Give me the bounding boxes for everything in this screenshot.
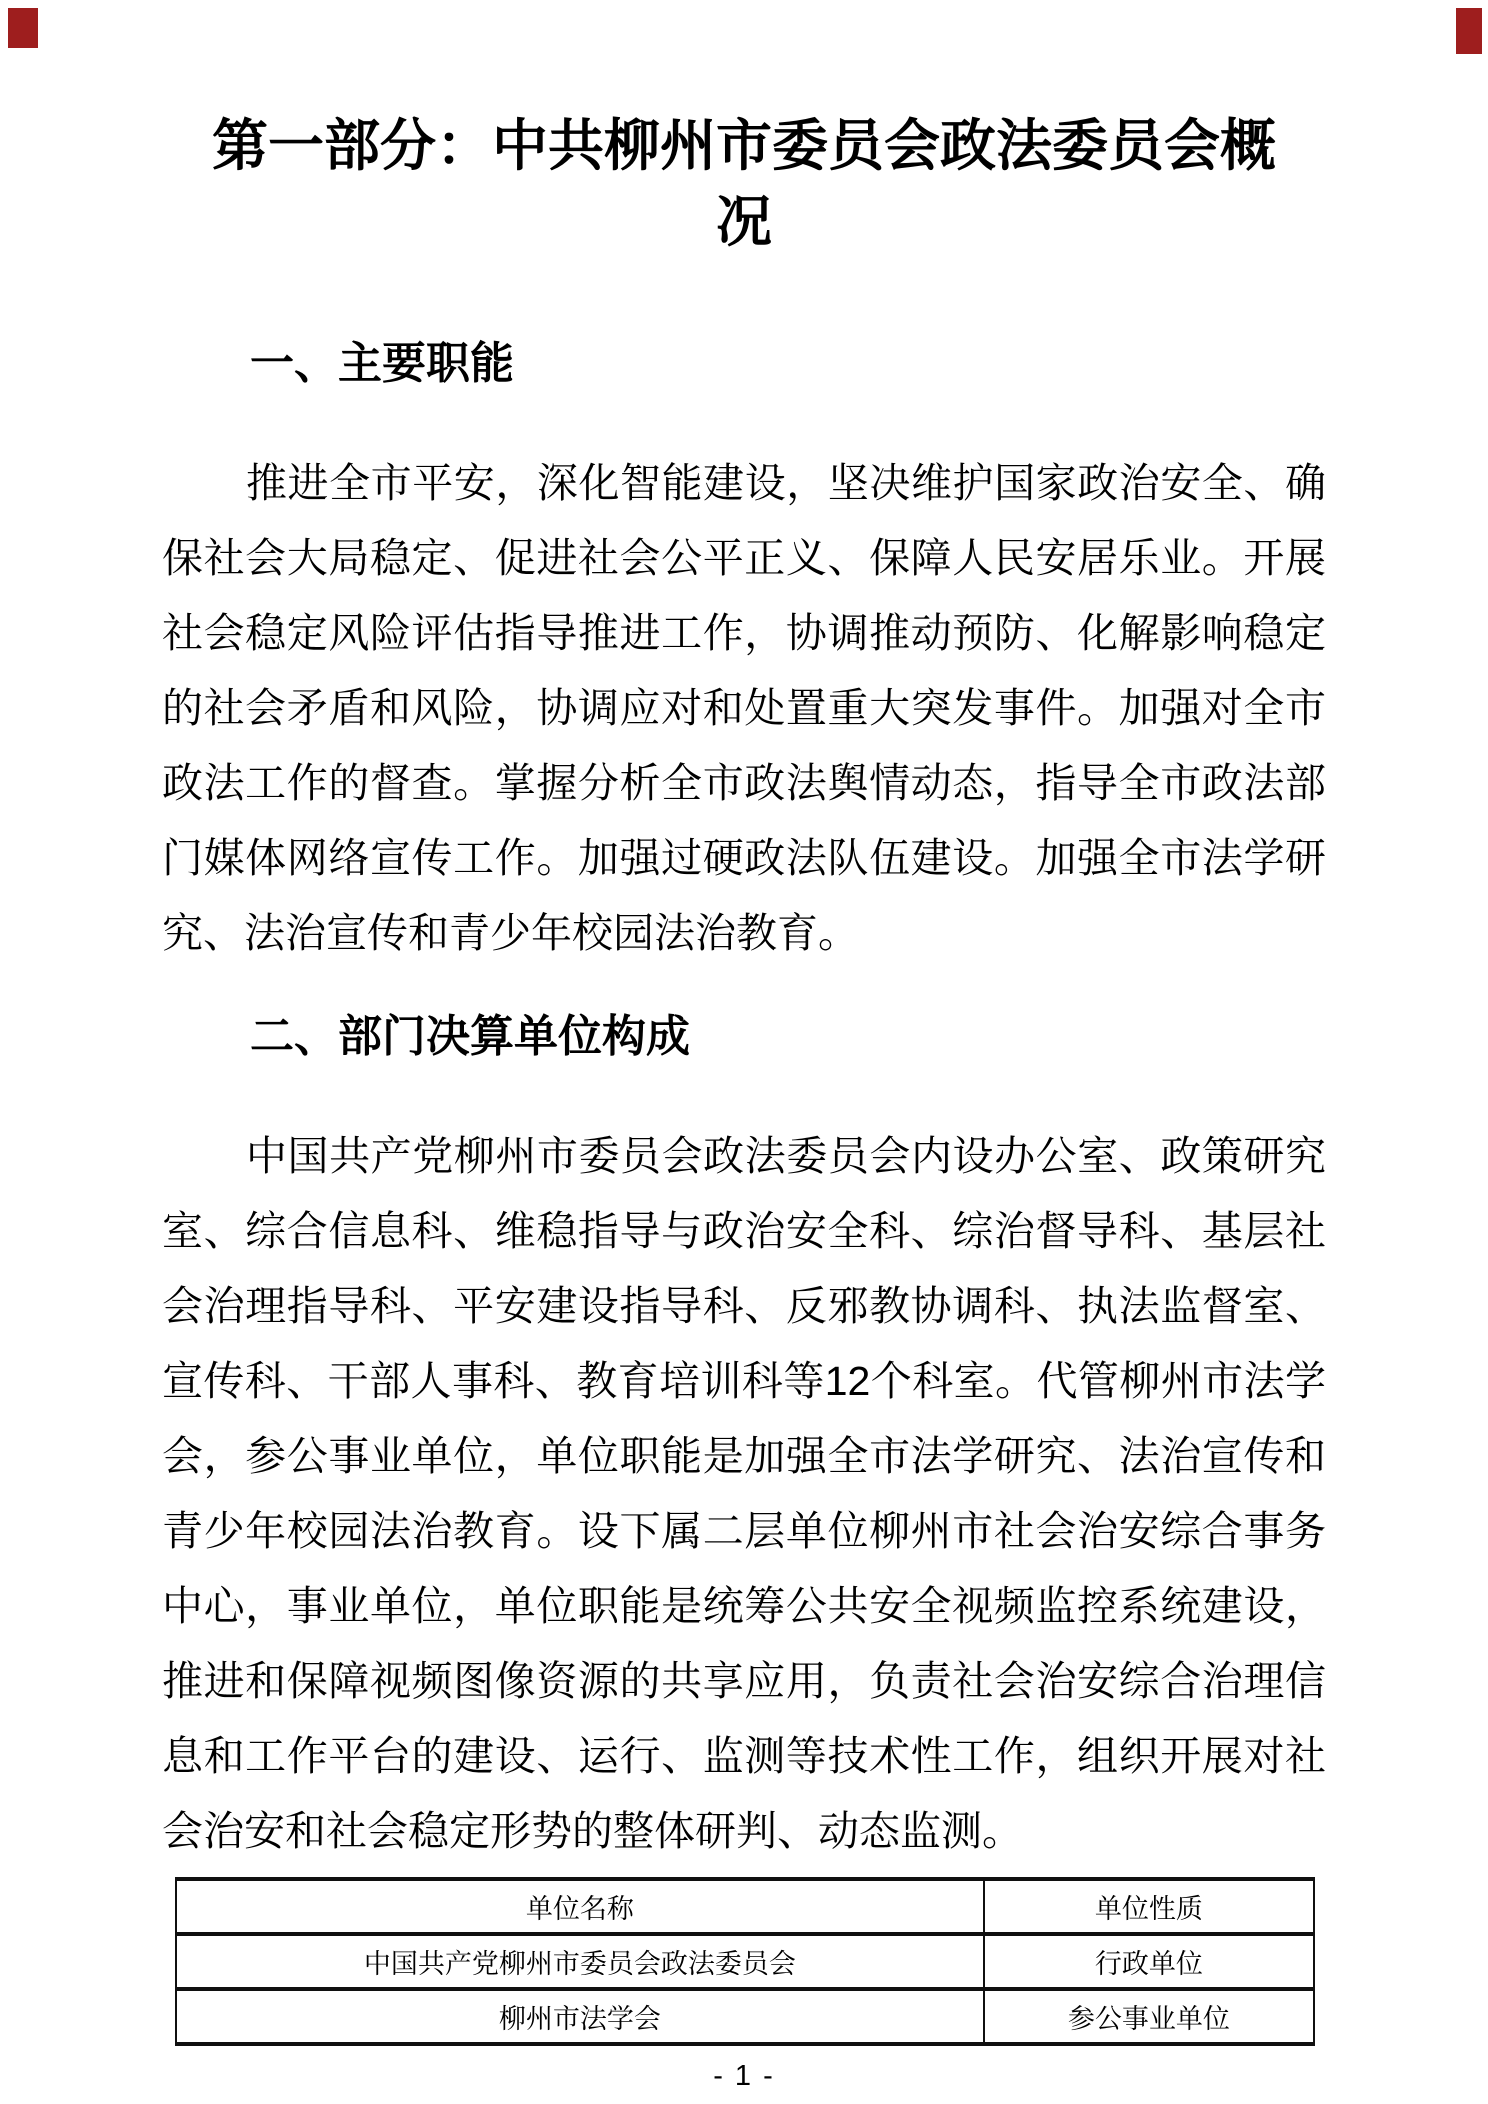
budget-units-table — [175, 1877, 1315, 2046]
table-cell-unit-type: 参公事业单位 — [984, 1989, 1314, 2044]
section-2-paragraph: 中国共产党柳州市委员会政法委员会内设办公室、政策研究室、综合信息科、维稳指导与政治安全科、综治督导科、基层社会治理指导科、平安建设指导科、反邪教协调科、执法监督室、宣传科、干部人事科、教育培训科等12个科室。代管柳州市法学会，参公事业单位，单位职能是加强全市法学研究、法治宣传和青少年校园法治教育。设下属二层单位柳州市社会治安综合事务中心，事业单位，单位职能是统筹公共安全视频监控系统建设，推进和保障视频图像资源的共享应用，负责社会治安综合治理信息和工作平台的建设、运行、监测等技术性工作，组织开展对社会治安和社会稳定形势的整体研判、动态监测。 — [162, 1133, 1326, 1854]
section-1-paragraph: 推进全市平安，深化智能建设，坚决维护国家政治安全、确保社会大局稳定、促进社会公平正义、保障人民安居乐业。开展社会稳定风险评估指导推进工作，协调推动预防、化解影响稳定的社会矛盾和风险，协调应对和处置重大突发事件。加强对全市政法工作的督查。掌握分析全市政法舆情动态，指导全市政法部门媒体网络宣传工作。加强过硬政法队伍建设。加强全市法学研究、法治宣传和青少年校园法治教育。 — [162, 460, 1326, 956]
section-2-heading: 二、部门决算单位构成 — [250, 1012, 690, 1061]
table-cell-unit-type: 行政单位 — [984, 1934, 1314, 1989]
table-header-unit-name: 单位名称 — [176, 1879, 984, 1934]
table-header-row — [176, 1879, 1314, 1934]
table-cell-unit-name: 中国共产党柳州市委员会政法委员会 — [176, 1934, 984, 1989]
section-1-heading: 一、主要职能 — [250, 339, 514, 388]
page-title: 第一部分：中共柳州市委员会政法委员会概况 — [212, 114, 1276, 253]
scan-artifact-top-left — [8, 8, 38, 48]
page-number: - 1 - — [713, 2060, 775, 2092]
table-cell-unit-name: 柳州市法学会 — [176, 1989, 984, 2044]
document-content — [162, 0, 1326, 2093]
scan-artifact-top-right — [1456, 8, 1482, 54]
table-row — [176, 1989, 1314, 2044]
table-header-unit-type: 单位性质 — [984, 1879, 1314, 1934]
table-row — [176, 1934, 1314, 1989]
